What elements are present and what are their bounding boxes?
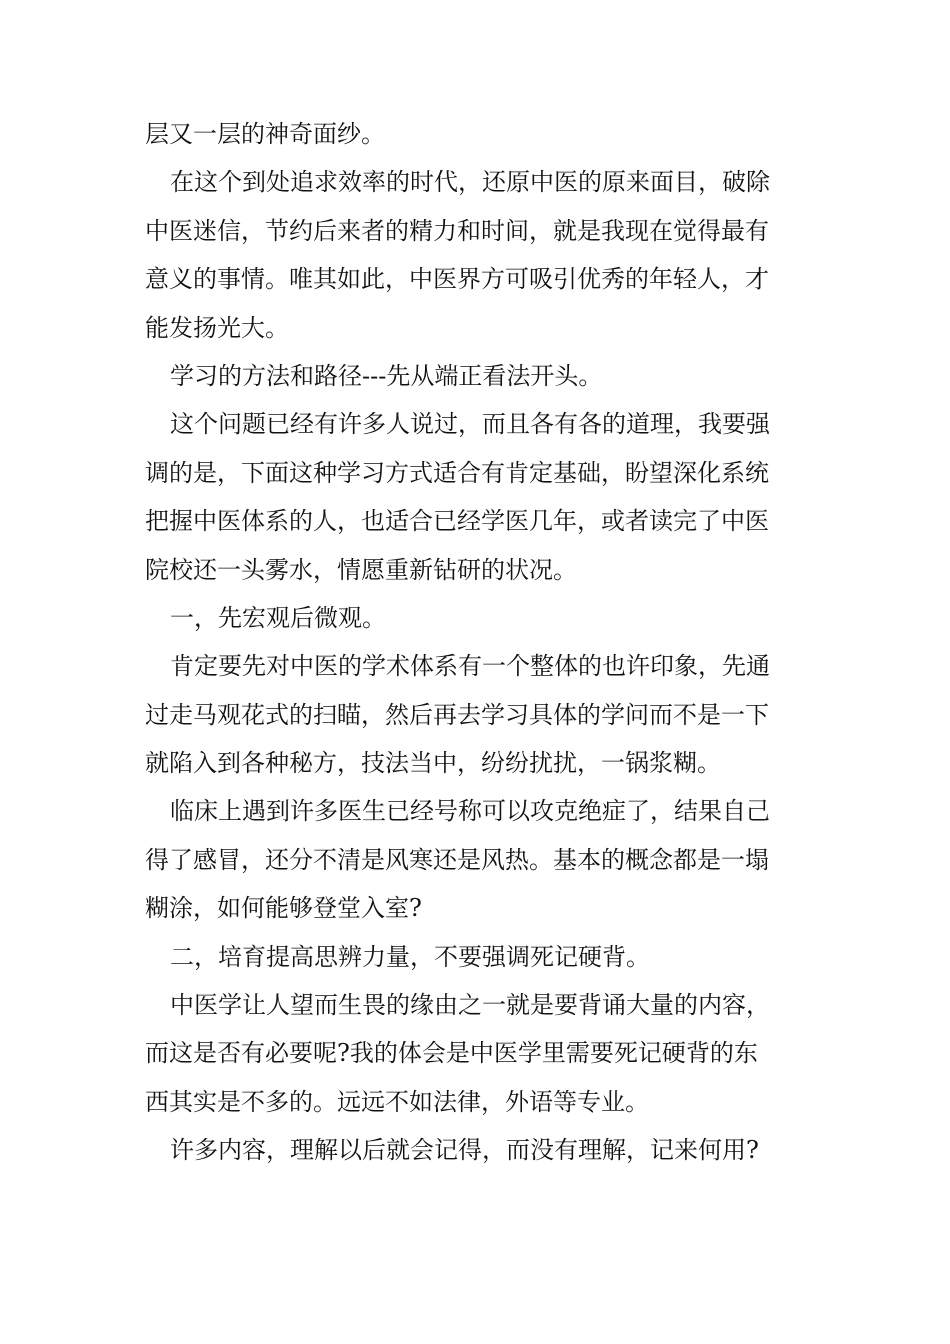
- text-line: 过走马观花式的扫瞄，然后再去学习具体的学问而不是一下: [145, 700, 769, 729]
- text-line: 意义的事情。唯其如此，中医界方可吸引优秀的年轻人，才: [145, 265, 769, 294]
- text-line: 临床上遇到许多医生已经号称可以攻克绝症了，结果自己: [170, 797, 770, 826]
- text-line: 得了感冒，还分不清是风寒还是风热。基本的概念都是一塌: [145, 845, 769, 874]
- text-line: 中医迷信，节约后来者的精力和时间，就是我现在觉得最有: [145, 216, 769, 245]
- text-line: 肯定要先对中医的学术体系有一个整体的也许印象，先通: [170, 652, 770, 681]
- section-heading: 一，先宏观后微观。: [170, 603, 386, 632]
- text-line: 能发扬光大。: [145, 313, 289, 342]
- text-line: 层又一层的神奇面纱。: [145, 120, 385, 148]
- text-line: 调的是，下面这种学习方式适合有肯定基础，盼望深化系统: [145, 458, 769, 487]
- text-line: 在这个到处追求效率的时代，还原中医的原来面目，破除: [170, 168, 770, 197]
- text-line: 把握中医体系的人，也适合已经学医几年，或者读完了中医: [145, 507, 769, 536]
- text-line: 就陷入到各种秘方，技法当中，纷纷扰扰，一锅浆糊。: [145, 749, 721, 778]
- text-line: 而这是否有必要呢?我的体会是中医学里需要死记硬背的东: [145, 1039, 758, 1068]
- text-line: 院校还一头雾水，情愿重新钻研的状况。: [145, 555, 577, 584]
- text-line: 西其实是不多的。远远不如法律，外语等专业。: [145, 1087, 649, 1116]
- section-heading: 二，培育提高思辨力量，不要强调死记硬背。: [170, 942, 650, 971]
- text-line: 许多内容，理解以后就会记得，而没有理解，记来何用?: [170, 1136, 759, 1165]
- section-heading: 学习的方法和路径---先从端正看法开头。: [170, 361, 603, 390]
- document-body: [145, 110, 815, 1175]
- text-line: 这个问题已经有许多人说过，而且各有各的道理，我要强: [170, 410, 770, 439]
- text-line: 中医学让人望而生畏的缘由之一就是要背诵大量的内容，: [170, 991, 770, 1020]
- text-line: 糊涂，如何能够登堂入室?: [145, 894, 422, 923]
